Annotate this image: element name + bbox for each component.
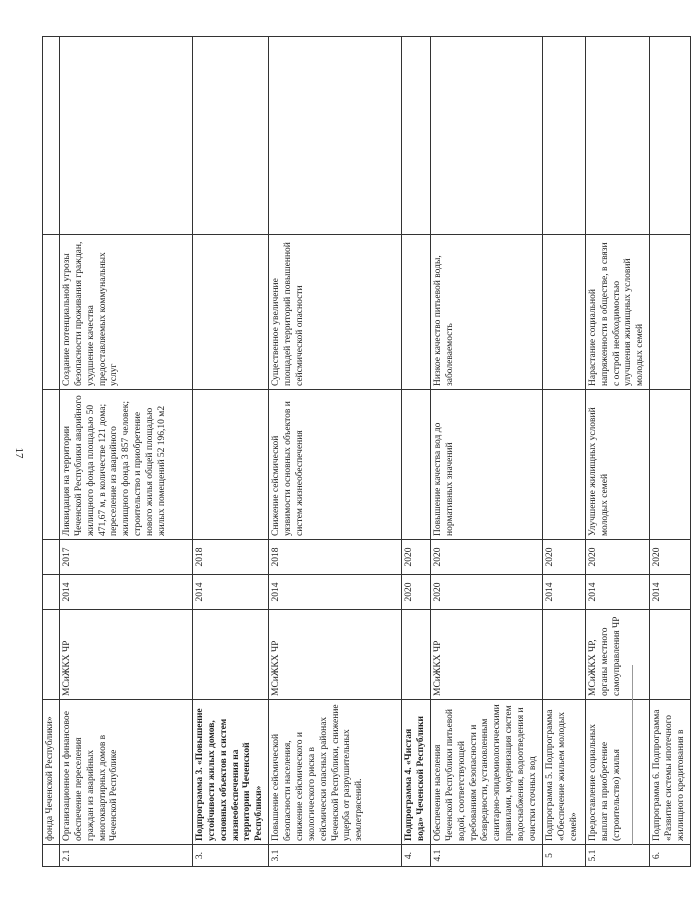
expected-result: Улучшение жилищных условий молодых семей [585,390,649,540]
expected-result [650,390,691,540]
subprogram-name: Подпрограмма 6. Подпрограмма «Развитие системы ипотечного жилищного кредитования в [650,700,691,845]
executor [650,610,691,700]
subprogram-name: Подпрограмма 5. Подпрограмма «Обеспечение жильем молодых семей» [542,700,585,845]
row-number: 6. [650,845,691,867]
indicators [542,37,585,235]
consequence: Создание потенциальной угрозы безопасности проживания граждан, ухудшение качества предоставляемых коммунальных услуг [59,235,192,390]
start-year: 2020 [430,575,542,610]
event-name: фонда Чеченской Республики» [43,700,60,845]
consequence [542,235,585,390]
consequence: Нарастание социальной напряженности в обществе, в связи с острой необходимостью улучшения жилищных условий молодых семей [585,235,649,390]
row-number: 4. [402,845,431,867]
executor: МСиЖКХ ЧР [59,610,192,700]
table-row [402,37,431,867]
row-number: 4.1 [430,845,542,867]
end-year: 2020 [542,540,585,575]
table-row [542,37,585,867]
executor: МСиЖКХ ЧР [269,610,402,700]
expected-result: Снижение сейсмической уязвимости основных объектов и систем жизнеобеспечения [269,390,402,540]
row-number: 3. [192,845,268,867]
executor: МСиЖКХ ЧР, органы местного самоуправления ЧР [585,610,649,700]
expected-result: Ликвидация на территории Чеченской Республики аварийного жилищного фонда площадью 50 471,67 м, в количестве 121 дома; переселение из аварийного жилищного фонда 3 857 человек; строительство и приобретение нового жилья общей площадью жилых помещений 52 196,10 м2 [59,390,192,540]
end-year: 2020 [402,540,431,575]
indicators [269,37,402,235]
row-number: 5.1 [585,845,649,867]
end-year: 2017 [59,540,192,575]
end-year: 2020 [430,540,542,575]
indicators [192,37,268,235]
start-year: 2014 [59,575,192,610]
consequence [43,235,60,390]
end-year: 2018 [269,540,402,575]
consequence: Существенное увеличение площадей территорий повышенной сейсмической опасности [269,235,402,390]
table-row [430,37,542,867]
table-row [59,37,192,867]
event-name: Организационное и финансовое обеспечение переселения граждан из аварийных многоквартирных домов в Чеченской Республике [59,700,192,845]
start-year: 2014 [542,575,585,610]
table-row [192,37,268,867]
row-number: 2.1 [59,845,192,867]
start-year: 2014 [192,575,268,610]
row-number: 5 [542,845,585,867]
indicators [430,37,542,235]
event-name: Обеспечение населения Чеченской Республики питьевой водой, соответствующей требованиям безопасности и безвредности, установленным санитарно-эпидемиологическими правилами, модернизация систем водоснабжения, водоотведения и очистки сточных вод [430,700,542,845]
expected-result [43,390,60,540]
program-table [42,36,691,867]
end-year: 2018 [192,540,268,575]
indicators [59,37,192,235]
table-row [43,37,60,867]
scan-edge-line [632,665,633,845]
executor [542,610,585,700]
indicators [402,37,431,235]
expected-result [402,390,431,540]
consequence [192,235,268,390]
table-row [269,37,402,867]
indicators [43,37,60,235]
end-year: 2020 [585,540,649,575]
executor [402,610,431,700]
row-number: 3.1 [269,845,402,867]
event-name: Повышение сейсмической безопасности населения, снижение сейсмического и экологического риска в сейсмически опасных районах Чеченской Республики, снижение ущерба от разрушительных землетрясений. [269,700,402,845]
start-year [43,575,60,610]
indicators [585,37,649,235]
expected-result [542,390,585,540]
page-number: 17 [13,447,25,459]
start-year: 2014 [650,575,691,610]
end-year [43,540,60,575]
consequence: Низкое качество питьевой воды, заболеваемость [430,235,542,390]
expected-result: Повышение качества вод до нормативных значений [430,390,542,540]
end-year: 2020 [650,540,691,575]
start-year: 2014 [585,575,649,610]
table-row [585,37,649,867]
event-name: Предоставление социальных выплат на приобретение (строительство) жилья [585,700,649,845]
executor: МСиЖКХ ЧР [430,610,542,700]
table-row [650,37,691,867]
consequence [650,235,691,390]
expected-result [192,390,268,540]
subprogram-name: Подпрограмма 4. «Чистая вода» Чеченской Республики [402,700,431,845]
indicators [650,37,691,235]
executor [192,610,268,700]
subprogram-name: Подпрограмма 3. «Повышение устойчивости жилых домов, основных объектов и систем жизнеобеспечения на территории Чеченской Республики» [192,700,268,845]
row-number [43,845,60,867]
consequence [402,235,431,390]
executor [43,610,60,700]
start-year: 2020 [402,575,431,610]
start-year: 2014 [269,575,402,610]
